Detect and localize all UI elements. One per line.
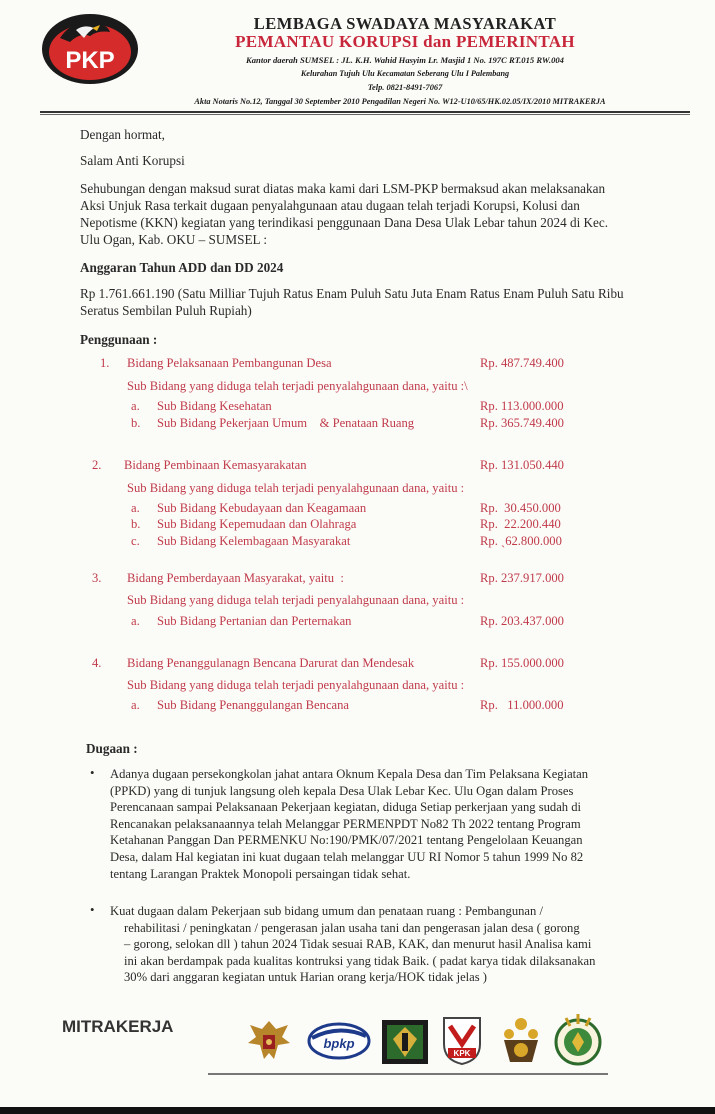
intro-line: Aksi Unjuk Rasa terkait dugaan penyalahgunaan atau dugaan telah terjadi Korupsi, Kolusi dan (80, 198, 580, 213)
dugaan-line: (PPKD) yang di tunjuk langsung oleh kepala Desa Ulak Lebar Kec. Ulu Ogan dalam Proses (110, 783, 574, 798)
section-amount: Rp. 487.749.400 (480, 356, 564, 370)
dugaan-line: Perencanaan sampai Pelaksanaan Pekerjaan kegiatan, diduga Setiap perkerjaan yang sudah di (110, 800, 582, 815)
sub-heading: Sub Bidang yang diduga telah terjadi penyalahgunaan dana, yaitu : (127, 678, 465, 692)
greeting: Dengan hormat, (80, 127, 165, 142)
intro-paragraph (80, 180, 670, 248)
kpk-logo (440, 1014, 484, 1066)
logo-text: PKP (65, 47, 115, 74)
dugaan-line: ini akan berdampak pada kualitas kontruksi yang tidak Baik. ( padat karya tidak dilaksanakan (124, 953, 596, 968)
section-number: 2. (92, 458, 102, 472)
anggaran-line: Seratus Sembilan Puluh Rupiah) (80, 303, 252, 318)
org-name: LEMBAGA SWADAYA MASYARAKAT (253, 14, 557, 33)
dugaan-line: Kuat dugaan dalam Pekerjaan sub bidang umum dan penataan ruang : Pembangunan / (110, 904, 543, 918)
org-address: Kantor daerah SUMSEL : JL. K.H. Wahid Hasyim Lr. Masjid 1 No. 197C RT.015 RW.004 (246, 55, 564, 65)
bullet-icon: • (90, 903, 95, 917)
anggaran-title: Anggaran Tahun ADD dan DD 2024 (80, 260, 284, 275)
pkp-logo (40, 12, 140, 86)
item-letter: c. (131, 534, 140, 548)
polri-emblem-icon (498, 1016, 544, 1066)
dugaan-line: tentang Larangan Praktek Monopoli persaingan tidak sehat. (110, 866, 411, 881)
salam: Salam Anti Korupsi (80, 153, 185, 168)
item-letter: a. (131, 614, 140, 628)
section-amount: Rp. 155.000.000 (480, 656, 564, 670)
anggaran-paragraph (80, 285, 670, 319)
dugaan-line: Adanya dugaan persekongkolan jahat antara Oknum Kepala Desa dan Tim Pelaksana Kegiatan (110, 767, 589, 781)
dugaan-title: Dugaan : (86, 741, 138, 756)
org-subtitle: PEMANTAU KORUPSI dan PEMERINTAH (235, 32, 575, 51)
dugaan-line: rehabilitasi / peningkatan / pengerasan jalan usaha tani dan pengerasan jalan desa ( gorong (124, 920, 580, 935)
section-number: 4. (92, 656, 102, 670)
anggaran-line: Rp 1.761.661.190 (Satu Milliar Tujuh Ratus Enam Puluh Satu Juta Enam Ratus Enam Puluh Satu Ribu (80, 286, 624, 301)
sub-heading: Sub Bidang yang diduga telah terjadi penyalahgunaan dana, yaitu : (127, 593, 465, 607)
section-title: Bidang Pembinaan Kemasyarakatan (124, 458, 307, 472)
kejaksaan-emblem-icon (381, 1019, 429, 1065)
org-kelurahan: Kelurahan Tujuh Ulu Kecamatan Seberang Ulu I Palembang (300, 69, 510, 78)
section-number: 3. (92, 571, 102, 585)
dugaan-item (110, 903, 702, 986)
item-name: Sub Bidang Kepemudaan dan Olahraga (157, 517, 357, 531)
item-letter: b. (131, 416, 141, 430)
kejaksaan-agung-emblem-icon (552, 1012, 604, 1068)
header-rule (40, 111, 690, 113)
section-title: Bidang Penanggulanagn Bencana Darurat dan Mendesak (127, 656, 415, 670)
footer-rule (208, 1073, 608, 1075)
mitrakerja-label: MITRAKERJA (62, 1017, 174, 1036)
org-phone: Telp. 0821-8491-7067 (367, 83, 443, 92)
section-amount: Rp. 131.050.440 (480, 458, 564, 472)
intro-line: Sehubungan dengan maksud surat diatas maka kami dari LSM-PKP bermaksud akan melaksanakan (80, 181, 606, 196)
item-name: Sub Bidang Pertanian dan Perternakan (157, 614, 352, 628)
dugaan-line: Ketahanan Panggan Dan PERMENKU No:190/PMK/07/2021 tentang Pengelolaan Keuangan (110, 833, 583, 848)
item-name: Sub Bidang Kelembagaan Masyarakat (157, 534, 351, 548)
item-amount: Rp. 30.450.000 (480, 501, 561, 515)
kpk-text: KPK (453, 1049, 471, 1058)
dugaan-line: Rencanakan pelaksanaannya telah Melanggar PERMENPDT No82 Th 2022 tentang Program (110, 816, 581, 831)
item-name: Sub Bidang Kebudayaan dan Keagamaan (157, 501, 367, 515)
section-title: Bidang Pemberdayaan Masyarakat, yaitu : (127, 571, 344, 585)
item-amount: Rp. 113.000.000 (480, 399, 564, 413)
bpkp-logo (306, 1020, 372, 1062)
penggunaan-title: Penggunaan : (80, 332, 158, 347)
bpkp-text: bpkp (323, 1036, 355, 1051)
item-letter: a. (131, 501, 140, 515)
section-number: 1. (100, 356, 110, 370)
section-amount: Rp. 237.917.000 (480, 571, 564, 585)
item-name: Sub Bidang Pekerjaan Umum & Penataan Ruang (157, 416, 415, 430)
bottom-edge (0, 1107, 715, 1114)
section-title: Bidang Pelaksanaan Pembangunan Desa (127, 356, 332, 370)
bullet-icon: • (90, 766, 95, 780)
dugaan-line: 30% dari anggaran kegiatan untuk Harian orang kerja/HOK tidak jelas ) (124, 970, 487, 985)
intro-line: Nepotisme (KKN) kegiatan yang terindikasi penggunaan Dana Desa Ulak Lebar tahun 2024 di Kec. (80, 215, 609, 230)
dugaan-line: Desa, dalam Hal kegiatan ini kuat dugaan telah melanggar UU RI Nomor 5 tahun 1999 No 82 (110, 849, 584, 864)
item-amount: Rp. 11.000.000 (480, 698, 564, 712)
item-letter: a. (131, 399, 140, 413)
sub-heading: Sub Bidang yang diduga telah terjadi penyalahgunaan dana, yaitu :\ (127, 379, 468, 393)
dugaan-line: – gorong, selokan dll ) tahun 2024 Tidak sesuai RAB, KAK, dan menurut hasil Analisa kami (124, 937, 592, 952)
item-amount: Rp. ˎ62.800.000 (480, 534, 562, 548)
item-letter: b. (131, 517, 141, 531)
garuda-emblem-icon (246, 1015, 292, 1065)
dugaan-item (110, 766, 702, 882)
item-amount: Rp. 203.437.000 (480, 614, 564, 628)
header-rule-thin (40, 114, 690, 115)
item-letter: a. (131, 698, 140, 712)
sub-heading: Sub Bidang yang diduga telah terjadi penyalahgunaan dana, yaitu : (127, 481, 465, 495)
item-amount: Rp. 22.200.440 (480, 517, 561, 531)
item-amount: Rp. 365.749.400 (480, 416, 564, 430)
item-name: Sub Bidang Penanggulangan Bencana (157, 698, 350, 712)
intro-line: Ulu Ogan, Kab. OKU – SUMSEL : (80, 232, 268, 247)
item-name: Sub Bidang Kesehatan (157, 399, 272, 413)
notary-line: Akta Notaris No.12, Tanggal 30 September 2010 Pengadilan Negeri No. W12-U10/65/HK.02.05/IX/2010 MITRAKERJA (194, 97, 606, 106)
